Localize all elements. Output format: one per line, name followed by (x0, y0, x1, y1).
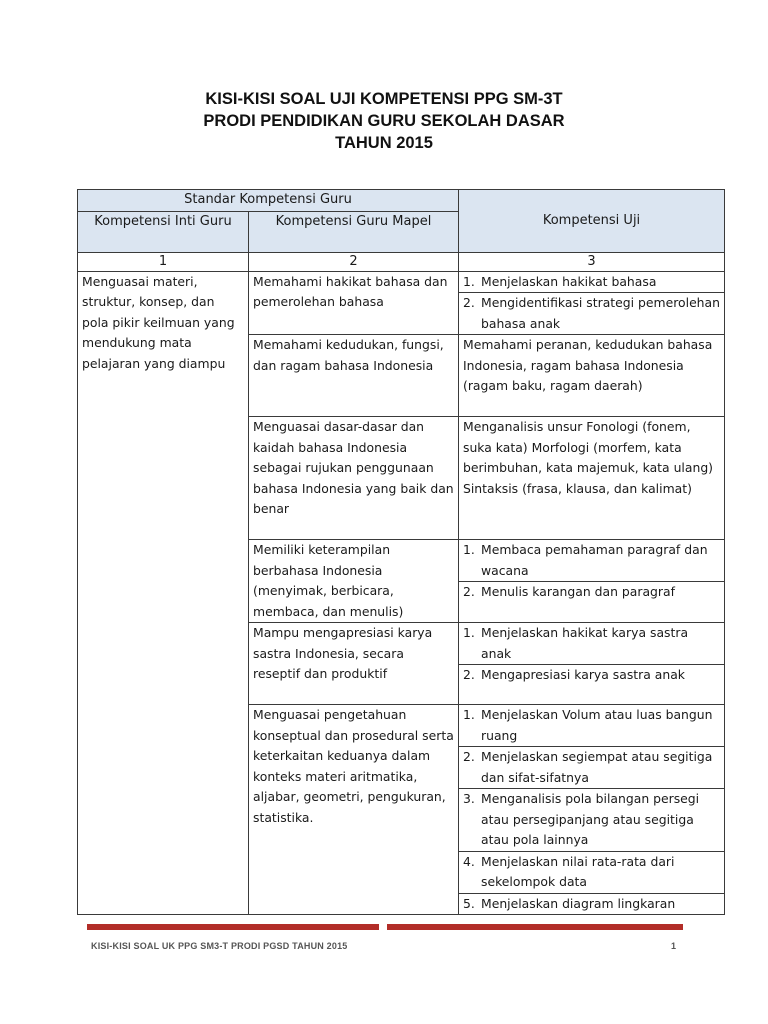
column-number-1: 1 (78, 252, 249, 271)
mapel-cell: Memiliki keterampilan berbahasa Indonesia (menyimak, berbicara, membaca, dan menulis) (249, 540, 459, 623)
list-item: 1. Menjelaskan hakikat karya sastra anak (463, 625, 689, 661)
header-standar-kompetensi: Standar Kompetensi Guru (78, 190, 459, 212)
footer-text: KISI-KISI SOAL UK PPG SM3-T PRODI PGSD TAHUN 2015 (91, 941, 348, 951)
uji-cell: Menganalisis unsur Fonologi (fonem, suka kata) Morfologi (morfem, kata berimbuhan, kata majemuk, kata ulang) Sintaksis (frasa, klausa, dan kalimat) (459, 417, 725, 540)
uji-cell (459, 705, 725, 915)
kompetensi-inti-cell: Menguasai materi, struktur, konsep, dan pola pikir keilmuan yang mendukung mata pelajaran yang diampu (78, 271, 249, 915)
list-item: 3. Menganalisis pola bilangan persegi atau persegipanjang atau segitiga atau pola lainnya (459, 788, 724, 851)
header-kompetensi-uji: Kompetensi Uji (459, 190, 725, 253)
footer-rule (87, 924, 683, 932)
mapel-cell: Menguasai pengetahuan konseptual dan prosedural serta keterkaitan keduanya dalam konteks materi aritmatika, aljabar, geometri, pengukuran, statistika. (249, 705, 459, 915)
mapel-cell: Mampu mengapresiasi karya sastra Indonesia, secara reseptif dan produktif (249, 623, 459, 705)
mapel-cell: Memahami kedudukan, fungsi, dan ragam bahasa Indonesia (249, 335, 459, 417)
uji-list (463, 540, 720, 603)
title-line-1: KISI-KISI SOAL UJI KOMPETENSI PPG SM-3T (205, 90, 563, 108)
title-line-2: PRODI PENDIDIKAN GURU SEKOLAH DASAR (203, 112, 565, 130)
mapel-cell: Memahami hakikat bahasa dan pemerolehan bahasa (249, 271, 459, 335)
mapel-cell: Menguasai dasar-dasar dan kaidah bahasa Indonesia sebagai rujukan penggunaan bahasa Indonesia yang baik dan benar (249, 417, 459, 540)
uji-list (463, 272, 720, 335)
list-item: 1. Membaca pemahaman paragraf dan wacana (463, 542, 708, 578)
header-kompetensi-inti: Kompetensi Inti Guru (78, 211, 249, 252)
list-item: 5. Menjelaskan diagram lingkaran (459, 893, 724, 915)
column-number-2: 2 (249, 252, 459, 271)
title-line-3: TAHUN 2015 (335, 134, 433, 152)
list-item: 1. Menjelaskan Volum atau luas bangun ruang (463, 707, 713, 743)
uji-cell (459, 623, 725, 705)
list-item: 4. Menjelaskan nilai rata-rata dari sekelompok data (459, 851, 724, 893)
competency-table (77, 189, 725, 915)
uji-cell (459, 271, 725, 335)
uji-cell (459, 540, 725, 623)
header-kompetensi-mapel: Kompetensi Guru Mapel (249, 211, 459, 252)
list-item: 2. Menjelaskan segiempat atau segitiga dan sifat-sifatnya (459, 746, 724, 788)
document-title (0, 88, 768, 154)
list-item: 2. Menulis karangan dan paragraf (459, 581, 724, 603)
uji-list (463, 623, 720, 686)
list-item: 1. Menjelaskan hakikat bahasa (463, 273, 657, 289)
page-number: 1 (671, 941, 677, 951)
uji-cell: Memahami peranan, kedudukan bahasa Indonesia, ragam bahasa Indonesia (ragam baku, ragam daerah) (459, 335, 725, 417)
list-item: 2. Mengidentifikasi strategi pemerolehan bahasa anak (459, 292, 724, 334)
uji-list (463, 705, 720, 914)
list-item: 2. Mengapresiasi karya sastra anak (459, 664, 724, 686)
column-number-3: 3 (459, 252, 725, 271)
